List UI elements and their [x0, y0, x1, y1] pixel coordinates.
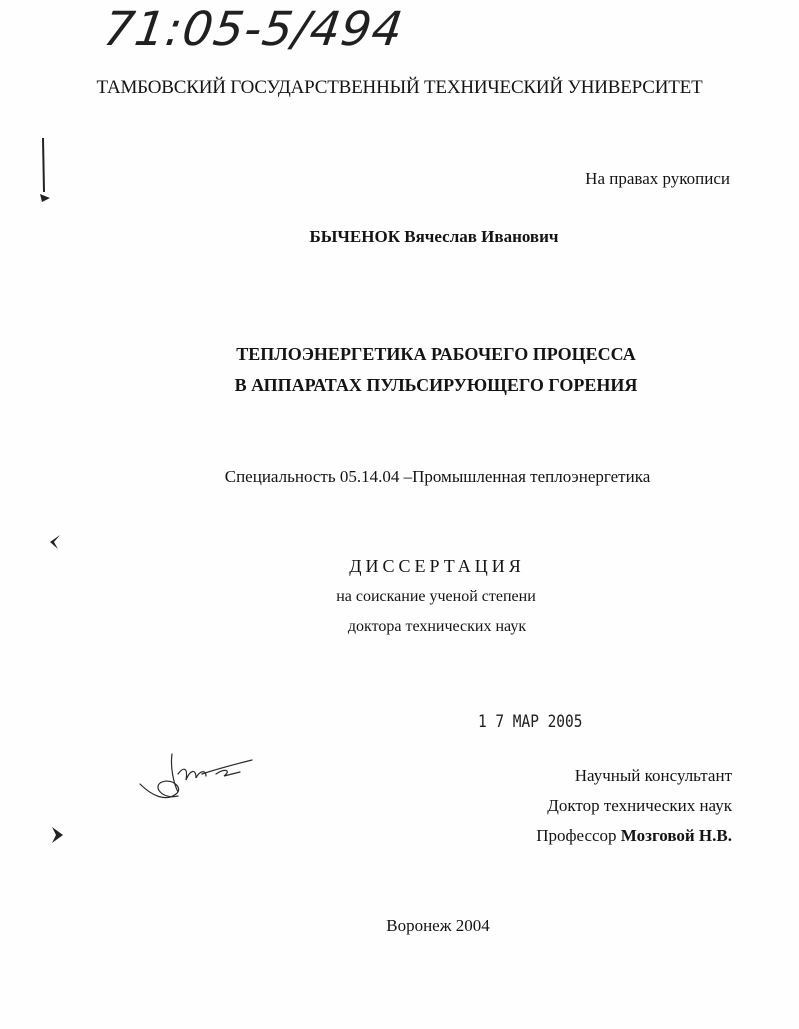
city-year: Воронеж 2004 [386, 916, 490, 935]
degree-line-1: на соискание ученой степени [336, 588, 536, 605]
consultant-title-prefix: Профессор [536, 826, 617, 845]
margin-arrow-mark-middle [44, 532, 66, 552]
thesis-title-line-1: ТЕПЛОЭНЕРГЕТИКА РАБОЧЕГО ПРОЦЕССА [236, 344, 636, 364]
consultant-name: Мозговой Н.В. [620, 826, 732, 845]
author-name: БЫЧЕНОК Вячеслав Иванович [309, 227, 559, 246]
margin-arrow-mark-top [36, 136, 56, 208]
signature [132, 744, 262, 808]
thesis-title-line-2: В АППАРАТАХ ПУЛЬСИРУЮЩЕГО ГОРЕНИЯ [234, 375, 638, 395]
margin-arrow-mark-bottom [46, 824, 68, 846]
consultant-degree: Доктор технических наук [547, 796, 732, 815]
consultant-role: Научный консультант [574, 766, 732, 785]
degree-line-2: доктора технических наук [347, 618, 527, 635]
catalog-number-handwritten: 71:05-5/494 [100, 2, 407, 57]
consultant-name-line [536, 826, 732, 846]
date-stamp: 1 7 МАР 2005 [478, 712, 583, 732]
university-name: ТАМБОВСКИЙ ГОСУДАРСТВЕННЫЙ ТЕХНИЧЕСКИЙ УНИВЕРСИТЕТ [96, 77, 703, 98]
document-type-heading: ДИССЕРТАЦИЯ [349, 556, 525, 576]
manuscript-rights-label: На правах рукописи [585, 169, 730, 188]
specialty-line: Специальность 05.14.04 –Промышленная теплоэнергетика [224, 467, 651, 486]
